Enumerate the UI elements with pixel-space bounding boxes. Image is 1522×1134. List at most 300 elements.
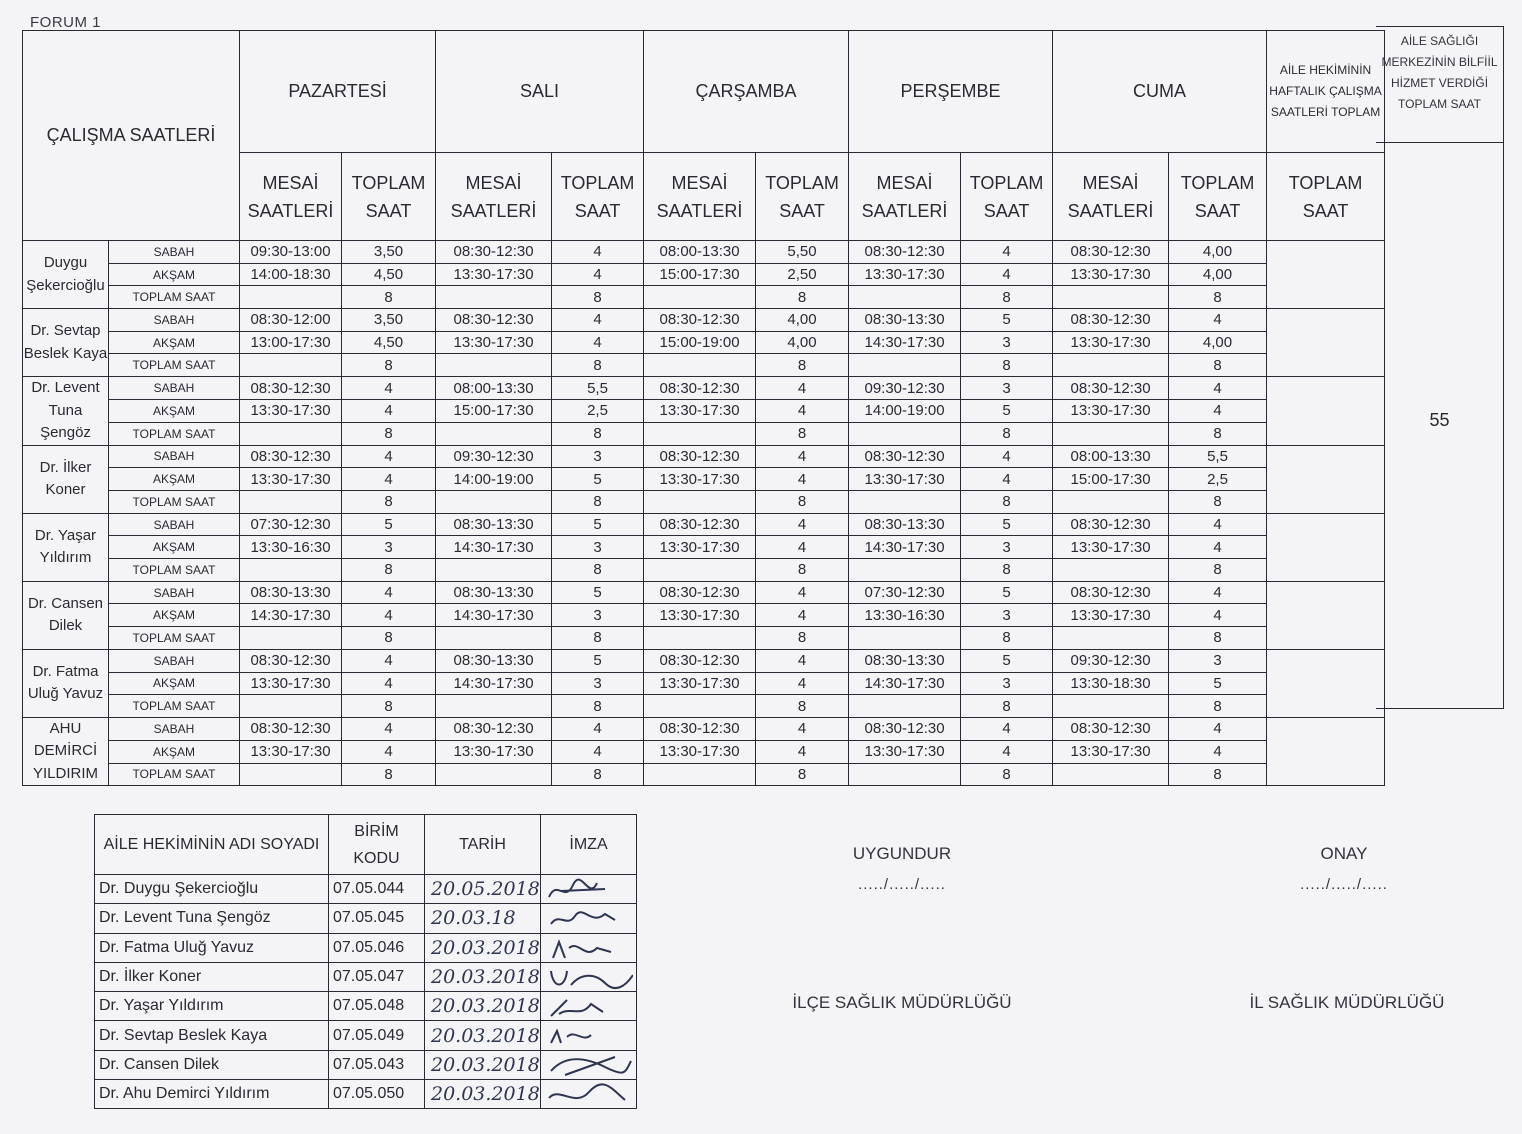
- daily-total-cell: 8: [756, 491, 849, 514]
- schedule-row: [23, 422, 1385, 445]
- daily-total-cell: 4: [961, 263, 1053, 286]
- sig-header-code: BİRİM KODU: [329, 815, 425, 875]
- physician-name-cell: Dr. Cansen Dilek: [95, 1050, 329, 1079]
- daily-total-cell: 4,00: [1169, 331, 1267, 354]
- mesai-hours-cell: [644, 491, 756, 514]
- mesai-hours-cell: [644, 286, 756, 309]
- handwritten-signature: [545, 994, 633, 1020]
- mesai-hours-cell: 13:30-17:30: [1053, 536, 1169, 559]
- physician-name-cell: Dr. İlker Koner: [95, 962, 329, 991]
- mesai-hours-cell: 08:00-13:30: [644, 241, 756, 264]
- schedule-row: [23, 445, 1385, 468]
- day-header-thursday: PERŞEMBE: [849, 31, 1053, 153]
- mesai-hours-cell: 09:30-13:00: [240, 241, 342, 264]
- daily-total-cell: 8: [961, 627, 1053, 650]
- mesai-hours-cell: 08:30-13:30: [436, 581, 552, 604]
- mesai-hours-cell: [240, 491, 342, 514]
- schedule-row: [23, 649, 1385, 672]
- mesai-hours-cell: 13:30-17:30: [1053, 263, 1169, 286]
- mesai-hours-cell: 08:30-12:30: [436, 241, 552, 264]
- daily-total-cell: 4: [756, 649, 849, 672]
- daily-total-cell: 8: [552, 491, 644, 514]
- center-total-column: [1376, 26, 1504, 709]
- mesai-hours-cell: 13:30-17:30: [849, 468, 961, 491]
- schedule-row: [23, 717, 1385, 740]
- mesai-hours-cell: [849, 422, 961, 445]
- mesai-hours-cell: 15:00-17:30: [644, 263, 756, 286]
- shift-label: TOPLAM SAAT: [109, 763, 240, 786]
- mesai-hours-cell: 14:00-19:00: [849, 399, 961, 422]
- daily-total-cell: 4: [1169, 536, 1267, 559]
- mesai-hours-cell: 13:30-17:30: [644, 536, 756, 559]
- mesai-hours-cell: 13:30-17:30: [240, 740, 342, 763]
- mesai-hours-cell: 14:30-17:30: [436, 672, 552, 695]
- sub-header-mesai: MESAİ SAATLERİ: [644, 153, 756, 241]
- mesai-hours-cell: 09:30-12:30: [849, 377, 961, 400]
- daily-total-cell: 8: [1169, 422, 1267, 445]
- daily-total-cell: 5: [552, 513, 644, 536]
- daily-total-cell: 4: [552, 331, 644, 354]
- weekly-total-cell: [1267, 377, 1385, 446]
- daily-total-cell: 8: [756, 354, 849, 377]
- sig-header-name: AİLE HEKİMİNİN ADI SOYADI: [95, 815, 329, 875]
- doctor-name: Dr. İlker Koner: [23, 445, 109, 513]
- signature-cell: [541, 992, 637, 1021]
- mesai-hours-cell: 13:30-17:30: [1053, 740, 1169, 763]
- weekly-total-cell: [1267, 717, 1385, 786]
- schedule-row: [23, 559, 1385, 582]
- uygundur-label: UYGUNDUR: [852, 844, 952, 863]
- daily-total-cell: 4: [756, 536, 849, 559]
- sub-header-toplam: TOPLAM SAAT: [552, 153, 644, 241]
- mesai-hours-cell: 13:30-16:30: [849, 604, 961, 627]
- schedule-row: [23, 377, 1385, 400]
- daily-total-cell: 8: [961, 354, 1053, 377]
- mesai-hours-cell: [849, 763, 961, 786]
- signature-row: [95, 962, 637, 991]
- daily-total-cell: 8: [342, 627, 436, 650]
- daily-total-cell: 3,50: [342, 241, 436, 264]
- daily-total-cell: 4: [756, 513, 849, 536]
- sub-header-mesai: MESAİ SAATLERİ: [1053, 153, 1169, 241]
- sub-header-weekly-total: TOPLAM SAAT: [1267, 153, 1385, 241]
- schedule-row: [23, 513, 1385, 536]
- daily-total-cell: 3: [961, 536, 1053, 559]
- mesai-hours-cell: [436, 422, 552, 445]
- mesai-hours-cell: 08:30-12:30: [849, 445, 961, 468]
- mesai-hours-cell: 09:30-12:30: [436, 445, 552, 468]
- daily-total-cell: 4: [1169, 740, 1267, 763]
- schedule-row: [23, 763, 1385, 786]
- daily-total-cell: 4: [552, 717, 644, 740]
- daily-total-cell: 4: [756, 604, 849, 627]
- unit-code-cell: 07.05.046: [329, 933, 425, 962]
- signature-row: [95, 1021, 637, 1050]
- mesai-hours-cell: [1053, 422, 1169, 445]
- shift-label: SABAH: [109, 513, 240, 536]
- day-header-wednesday: ÇARŞAMBA: [644, 31, 849, 153]
- schedule-row: [23, 241, 1385, 264]
- daily-total-cell: 5: [961, 581, 1053, 604]
- daily-total-cell: 8: [342, 763, 436, 786]
- sub-header-toplam: TOPLAM SAAT: [342, 153, 436, 241]
- mesai-hours-cell: 08:30-12:30: [644, 513, 756, 536]
- shift-label: AKŞAM: [109, 468, 240, 491]
- daily-total-cell: 5: [961, 513, 1053, 536]
- mesai-hours-cell: 08:30-12:30: [436, 309, 552, 332]
- mesai-hours-cell: 13:30-17:30: [849, 263, 961, 286]
- mesai-hours-cell: 13:30-17:30: [436, 740, 552, 763]
- daily-total-cell: 4: [342, 399, 436, 422]
- daily-total-cell: 4: [342, 581, 436, 604]
- daily-total-cell: 8: [1169, 286, 1267, 309]
- mesai-hours-cell: 14:00-18:30: [240, 263, 342, 286]
- mesai-hours-cell: 08:30-12:00: [240, 309, 342, 332]
- mesai-hours-cell: 14:00-19:00: [436, 468, 552, 491]
- signature-cell: [541, 875, 637, 904]
- daily-total-cell: 5: [552, 649, 644, 672]
- mesai-hours-cell: [240, 422, 342, 445]
- daily-total-cell: 4: [552, 740, 644, 763]
- weekly-total-cell: [1267, 581, 1385, 649]
- mesai-hours-cell: [1053, 627, 1169, 650]
- doctor-name: Dr. Levent Tuna Şengöz: [23, 377, 109, 446]
- center-total-value: 55: [1429, 410, 1450, 430]
- daily-total-cell: 4: [342, 717, 436, 740]
- mesai-hours-cell: [1053, 286, 1169, 309]
- shift-label: TOPLAM SAAT: [109, 695, 240, 718]
- signature-date-cell: 20.03.2018: [425, 1080, 541, 1109]
- signature-date-cell: 20.03.18: [425, 904, 541, 933]
- sub-header-toplam: TOPLAM SAAT: [1169, 153, 1267, 241]
- sig-header-signature: İMZA: [541, 815, 637, 875]
- daily-total-cell: 8: [342, 559, 436, 582]
- shift-label: SABAH: [109, 309, 240, 332]
- daily-total-cell: 8: [961, 695, 1053, 718]
- daily-total-cell: 5: [552, 468, 644, 491]
- working-hours-table: [22, 30, 1385, 786]
- mesai-hours-cell: [1053, 491, 1169, 514]
- uygundur-block: [822, 844, 982, 893]
- handwritten-signature: [545, 1053, 633, 1079]
- schedule-row: [23, 672, 1385, 695]
- unit-code-cell: 07.05.044: [329, 875, 425, 904]
- mesai-hours-cell: 14:30-17:30: [849, 331, 961, 354]
- mesai-hours-cell: 08:30-12:30: [240, 649, 342, 672]
- weekly-total-cell: [1267, 445, 1385, 513]
- mesai-hours-cell: [436, 763, 552, 786]
- doctor-name: Dr. Fatma Uluğ Yavuz: [23, 649, 109, 717]
- daily-total-cell: 8: [961, 491, 1053, 514]
- schedule-row: [23, 627, 1385, 650]
- handwritten-signature: [545, 906, 633, 932]
- signature-row: [95, 875, 637, 904]
- shift-label: AKŞAM: [109, 740, 240, 763]
- handwritten-signature: [545, 877, 633, 903]
- daily-total-cell: 3: [961, 377, 1053, 400]
- daily-total-cell: 3: [552, 604, 644, 627]
- unit-code-cell: 07.05.050: [329, 1080, 425, 1109]
- daily-total-cell: 8: [552, 763, 644, 786]
- mesai-hours-cell: 08:30-13:30: [849, 513, 961, 536]
- handwritten-signature: [545, 936, 633, 962]
- mesai-hours-cell: 14:30-17:30: [436, 536, 552, 559]
- signature-row: [95, 904, 637, 933]
- mesai-hours-cell: 08:00-13:30: [1053, 445, 1169, 468]
- daily-total-cell: 8: [756, 286, 849, 309]
- mesai-hours-cell: 13:30-17:30: [240, 399, 342, 422]
- daily-total-cell: 8: [1169, 354, 1267, 377]
- day-header-monday: PAZARTESİ: [240, 31, 436, 153]
- mesai-hours-cell: [240, 763, 342, 786]
- mesai-hours-cell: 08:30-12:30: [644, 445, 756, 468]
- working-hours-header: ÇALIŞMA SAATLERİ: [23, 31, 240, 241]
- daily-total-cell: 4: [552, 309, 644, 332]
- mesai-hours-cell: 13:30-17:30: [1053, 604, 1169, 627]
- daily-total-cell: 3: [342, 536, 436, 559]
- physician-name-cell: Dr. Fatma Uluğ Yavuz: [95, 933, 329, 962]
- mesai-hours-cell: 08:30-13:30: [849, 649, 961, 672]
- handwritten-signature: [545, 965, 633, 991]
- shift-label: SABAH: [109, 717, 240, 740]
- daily-total-cell: 5: [961, 649, 1053, 672]
- signature-cell: [541, 904, 637, 933]
- signature-cell: [541, 933, 637, 962]
- daily-total-cell: 4: [756, 740, 849, 763]
- daily-total-cell: 3: [961, 604, 1053, 627]
- mesai-hours-cell: 08:30-12:30: [1053, 717, 1169, 740]
- daily-total-cell: 2,5: [552, 399, 644, 422]
- mesai-hours-cell: 14:30-17:30: [849, 536, 961, 559]
- unit-code-cell: 07.05.049: [329, 1021, 425, 1050]
- signature-row: [95, 933, 637, 962]
- signature-cell: [541, 1021, 637, 1050]
- mesai-hours-cell: 08:30-12:30: [1053, 241, 1169, 264]
- mesai-hours-cell: [1053, 354, 1169, 377]
- mesai-hours-cell: 13:30-17:30: [644, 740, 756, 763]
- daily-total-cell: 5,50: [756, 241, 849, 264]
- ilce-saglik-label: İLÇE SAĞLIK MÜDÜRLÜĞÜ: [792, 993, 1012, 1012]
- mesai-hours-cell: 07:30-12:30: [240, 513, 342, 536]
- schedule-body: [23, 241, 1385, 786]
- daily-total-cell: 8: [552, 422, 644, 445]
- mesai-hours-cell: 08:30-12:30: [240, 377, 342, 400]
- daily-total-cell: 5: [961, 309, 1053, 332]
- mesai-hours-cell: 08:30-13:30: [436, 513, 552, 536]
- daily-total-cell: 3: [552, 536, 644, 559]
- shift-label: TOPLAM SAAT: [109, 627, 240, 650]
- daily-total-cell: 8: [342, 354, 436, 377]
- daily-total-cell: 4,00: [1169, 241, 1267, 264]
- daily-total-cell: 4: [552, 263, 644, 286]
- signature-date-cell: 20.03.2018: [425, 962, 541, 991]
- shift-label: AKŞAM: [109, 536, 240, 559]
- daily-total-cell: 2,5: [1169, 468, 1267, 491]
- shift-label: TOPLAM SAAT: [109, 491, 240, 514]
- daily-total-cell: 8: [342, 491, 436, 514]
- onay-date: ...../...../.....: [1300, 876, 1388, 893]
- daily-total-cell: 5: [961, 399, 1053, 422]
- daily-total-cell: 4: [756, 445, 849, 468]
- mesai-hours-cell: 13:30-17:30: [240, 468, 342, 491]
- mesai-hours-cell: [240, 354, 342, 377]
- daily-total-cell: 8: [1169, 627, 1267, 650]
- daily-total-cell: 3: [1169, 649, 1267, 672]
- daily-total-cell: 4: [756, 717, 849, 740]
- mesai-hours-cell: 13:30-17:30: [240, 672, 342, 695]
- mesai-hours-cell: 13:00-17:30: [240, 331, 342, 354]
- physician-name-cell: Dr. Yaşar Yıldırım: [95, 992, 329, 1021]
- daily-total-cell: 8: [756, 763, 849, 786]
- daily-total-cell: 4: [756, 468, 849, 491]
- mesai-hours-cell: 15:00-19:00: [644, 331, 756, 354]
- shift-label: AKŞAM: [109, 331, 240, 354]
- daily-total-cell: 4: [1169, 513, 1267, 536]
- daily-total-cell: 8: [961, 559, 1053, 582]
- schedule-row: [23, 354, 1385, 377]
- mesai-hours-cell: [436, 491, 552, 514]
- daily-total-cell: 8: [756, 695, 849, 718]
- mesai-hours-cell: 14:30-17:30: [849, 672, 961, 695]
- mesai-hours-cell: [436, 695, 552, 718]
- mesai-hours-cell: 15:00-17:30: [1053, 468, 1169, 491]
- sub-header-mesai: MESAİ SAATLERİ: [849, 153, 961, 241]
- signature-row: [95, 992, 637, 1021]
- mesai-hours-cell: [849, 559, 961, 582]
- signature-cell: [541, 1080, 637, 1109]
- signature-date-cell: 20.03.2018: [425, 1021, 541, 1050]
- handwritten-signature: [545, 1082, 633, 1108]
- schedule-row: [23, 331, 1385, 354]
- schedule-row: [23, 536, 1385, 559]
- handwritten-signature: [545, 1023, 633, 1049]
- mesai-hours-cell: 08:30-12:30: [644, 309, 756, 332]
- physician-name-cell: Dr. Levent Tuna Şengöz: [95, 904, 329, 933]
- mesai-hours-cell: 08:30-12:30: [644, 377, 756, 400]
- shift-label: AKŞAM: [109, 263, 240, 286]
- daily-total-cell: 8: [342, 695, 436, 718]
- daily-total-cell: 8: [1169, 763, 1267, 786]
- day-header-tuesday: SALI: [436, 31, 644, 153]
- mesai-hours-cell: 08:30-12:30: [644, 649, 756, 672]
- physician-name-cell: Dr. Ahu Demirci Yıldırım: [95, 1080, 329, 1109]
- signature-row: [95, 1080, 637, 1109]
- daily-total-cell: 4: [1169, 377, 1267, 400]
- daily-total-cell: 4: [342, 672, 436, 695]
- mesai-hours-cell: [1053, 559, 1169, 582]
- doctor-name: Dr. Yaşar Yıldırım: [23, 513, 109, 581]
- weekly-total-header: AİLE HEKİMİNİN HAFTALIK ÇALIŞMA SAATLERİ TOPLAM: [1267, 31, 1385, 153]
- mesai-hours-cell: 08:30-13:30: [436, 649, 552, 672]
- mesai-hours-cell: 13:30-17:30: [1053, 331, 1169, 354]
- signature-table: [94, 814, 637, 1109]
- onay-block: [1264, 844, 1424, 893]
- daily-total-cell: 4: [342, 468, 436, 491]
- daily-total-cell: 5,5: [552, 377, 644, 400]
- doctor-name: AHU DEMİRCİ YILDIRIM: [23, 717, 109, 786]
- shift-label: SABAH: [109, 445, 240, 468]
- schedule-row: [23, 491, 1385, 514]
- mesai-hours-cell: 08:00-13:30: [436, 377, 552, 400]
- mesai-hours-cell: 13:30-17:30: [849, 740, 961, 763]
- sub-header-toplam: TOPLAM SAAT: [756, 153, 849, 241]
- sub-header-toplam: TOPLAM SAAT: [961, 153, 1053, 241]
- daily-total-cell: 3: [961, 672, 1053, 695]
- mesai-hours-cell: 15:00-17:30: [436, 399, 552, 422]
- daily-total-cell: 4: [1169, 399, 1267, 422]
- shift-label: AKŞAM: [109, 399, 240, 422]
- daily-total-cell: 8: [342, 422, 436, 445]
- il-saglik-label: İL SAĞLIK MÜDÜRLÜĞÜ: [1249, 993, 1445, 1012]
- mesai-hours-cell: 13:30-17:30: [436, 263, 552, 286]
- daily-total-cell: 5,5: [1169, 445, 1267, 468]
- mesai-hours-cell: 09:30-12:30: [1053, 649, 1169, 672]
- daily-total-cell: 8: [961, 422, 1053, 445]
- mesai-hours-cell: 13:30-17:30: [644, 399, 756, 422]
- daily-total-cell: 8: [552, 695, 644, 718]
- mesai-hours-cell: [240, 559, 342, 582]
- form-label: FORUM 1: [30, 14, 101, 31]
- unit-code-cell: 07.05.045: [329, 904, 425, 933]
- daily-total-cell: 4: [342, 740, 436, 763]
- shift-label: SABAH: [109, 649, 240, 672]
- mesai-hours-cell: 13:30-17:30: [644, 604, 756, 627]
- daily-total-cell: 8: [756, 627, 849, 650]
- weekly-total-cell: [1267, 309, 1385, 377]
- mesai-hours-cell: 08:30-12:30: [849, 241, 961, 264]
- mesai-hours-cell: 08:30-13:30: [849, 309, 961, 332]
- schedule-row: [23, 581, 1385, 604]
- schedule-row: [23, 286, 1385, 309]
- mesai-hours-cell: 08:30-12:30: [240, 445, 342, 468]
- daily-total-cell: 4: [1169, 309, 1267, 332]
- daily-total-cell: 4: [756, 377, 849, 400]
- mesai-hours-cell: [436, 627, 552, 650]
- daily-total-cell: 8: [961, 763, 1053, 786]
- mesai-hours-cell: 13:30-17:30: [1053, 399, 1169, 422]
- shift-label: AKŞAM: [109, 604, 240, 627]
- mesai-hours-cell: [240, 286, 342, 309]
- mesai-hours-cell: [849, 627, 961, 650]
- weekly-total-cell: [1267, 513, 1385, 581]
- signature-date-cell: 20.05.2018: [425, 875, 541, 904]
- mesai-hours-cell: 08:30-12:30: [436, 717, 552, 740]
- schedule-row: [23, 695, 1385, 718]
- mesai-hours-cell: 08:30-12:30: [1053, 309, 1169, 332]
- mesai-hours-cell: [436, 559, 552, 582]
- uygundur-date: ...../...../.....: [858, 876, 946, 893]
- daily-total-cell: 4: [961, 717, 1053, 740]
- mesai-hours-cell: 13:30-17:30: [644, 468, 756, 491]
- shift-label: SABAH: [109, 581, 240, 604]
- weekly-total-cell: [1267, 241, 1385, 309]
- schedule-row: [23, 263, 1385, 286]
- sub-header-mesai: MESAİ SAATLERİ: [436, 153, 552, 241]
- schedule-row: [23, 309, 1385, 332]
- unit-code-cell: 07.05.047: [329, 962, 425, 991]
- mesai-hours-cell: [644, 627, 756, 650]
- daily-total-cell: 4: [756, 581, 849, 604]
- daily-total-cell: 8: [1169, 695, 1267, 718]
- mesai-hours-cell: [849, 695, 961, 718]
- daily-total-cell: 4: [961, 468, 1053, 491]
- schedule-row: [23, 468, 1385, 491]
- daily-total-cell: 4: [1169, 581, 1267, 604]
- mesai-hours-cell: 13:30-17:30: [436, 331, 552, 354]
- daily-total-cell: 4: [961, 445, 1053, 468]
- daily-total-cell: 4: [756, 399, 849, 422]
- signature-date-cell: 20.03.2018: [425, 933, 541, 962]
